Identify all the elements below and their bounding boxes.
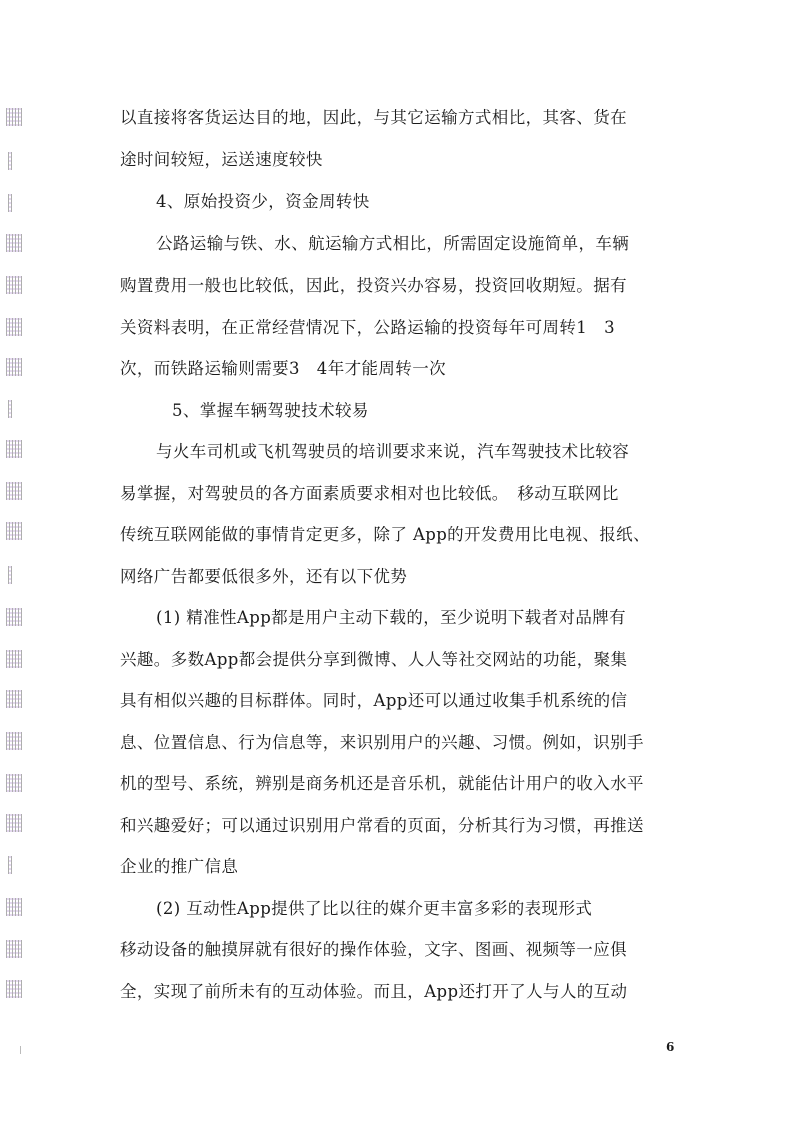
margin-scan-mark (6, 650, 22, 668)
text-line: (1) 精准性App都是用户主动下载的，至少说明下载者对品牌有 (156, 608, 627, 627)
text-line: 公路运输与铁、水、航运输方式相比，所需固定设施简单，车辆 (156, 234, 630, 253)
margin-scan-mark (6, 940, 22, 958)
text-line: 途时间较短，运送速度较快 (120, 150, 323, 169)
section-heading: 5、掌握车辆驾驶技术较易 (172, 401, 369, 420)
margin-scan-mark (6, 440, 22, 458)
margin-scan-mark (8, 400, 12, 418)
text-line: 购置费用一般也比较低，因此，投资兴办容易，投资回收期短。据有 (120, 276, 627, 295)
page-number: 6 (666, 1040, 675, 1054)
margin-scan-mark (6, 774, 22, 792)
text-line: 企业的推广信息 (120, 857, 239, 876)
text-line: 网络广告都要低很多外，还有以下优势 (120, 567, 408, 586)
text-line: 移动设备的触摸屏就有很好的操作体验，文字、图画、视频等一应俱 (120, 940, 627, 959)
margin-scan-mark (8, 152, 12, 170)
margin-scan-mark (20, 1046, 21, 1054)
margin-scan-mark (6, 980, 22, 998)
text-line: 和兴趣爱好；可以通过识别用户常看的页面，分析其行为习惯，再推送 (120, 816, 644, 835)
text-line: (2) 互动性App提供了比以往的媒介更丰富多彩的表现形式 (156, 899, 593, 918)
margin-scan-mark (6, 318, 22, 336)
text-line: 以直接将客货运达目的地，因此，与其它运输方式相比，其客、货在 (120, 108, 627, 127)
margin-scan-mark (6, 814, 22, 832)
margin-scan-mark (6, 234, 22, 252)
text-line: 关资料表明，在正常经营情况下，公路运输的投资每年可周转1 3 (120, 318, 615, 337)
text-line: 与火车司机或飞机驾驶员的培训要求来说，汽车驾驶技术比较容 (156, 442, 630, 461)
text-line: 易掌握，对驾驶员的各方面素质要求相对也比较低。 移动互联网比 (120, 484, 619, 503)
section-heading: 4、原始投资少，资金周转快 (156, 192, 370, 211)
text-line: 具有相似兴趣的目标群体。同时，App还可以通过收集手机系统的信 (120, 691, 628, 710)
text-line: 次，而铁路运输则需要3 4年才能周转一次 (120, 359, 446, 378)
text-line: 息、位置信息、行为信息等，来识别用户的兴趣、习惯。例如，识别手 (120, 733, 644, 752)
text-line: 传统互联网能做的事情肯定更多，除了 App的开发费用比电视、报纸、 (120, 525, 650, 544)
margin-scan-mark (6, 482, 22, 500)
text-line: 机的型号、系统，辨别是商务机还是音乐机，就能估计用户的收入水平 (120, 774, 644, 793)
margin-scan-mark (6, 690, 22, 708)
margin-scan-mark (6, 276, 22, 294)
margin-scan-mark (8, 566, 12, 584)
margin-scan-mark (8, 856, 12, 874)
margin-scan-mark (6, 732, 22, 750)
margin-scan-mark (6, 522, 22, 540)
text-line: 兴趣。多数App都会提供分享到微博、人人等社交网站的功能，聚集 (120, 650, 628, 669)
margin-scan-mark (6, 108, 22, 126)
margin-scan-mark (6, 608, 22, 626)
text-line: 全，实现了前所未有的互动体验。而且，App还打开了人与人的互动 (120, 982, 628, 1001)
margin-scan-mark (8, 194, 12, 212)
margin-scan-mark (6, 358, 22, 376)
margin-scan-mark (6, 898, 22, 916)
